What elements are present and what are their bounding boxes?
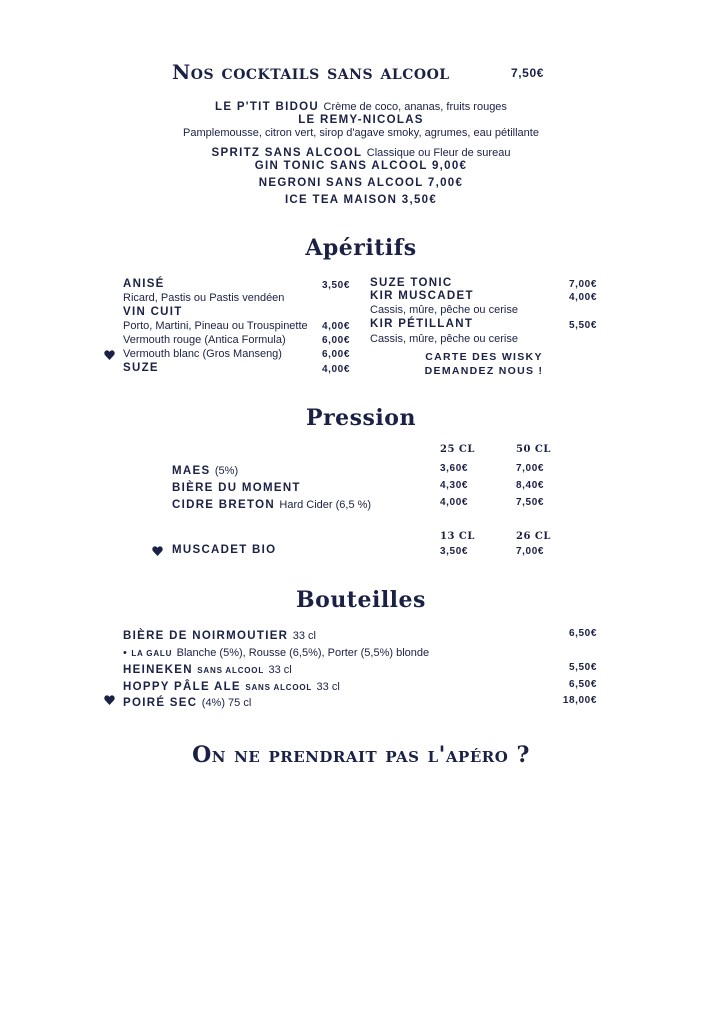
aperitif-desc: Cassis, mûre, pêche ou cerise bbox=[370, 304, 518, 316]
cocktail-name: GIN TONIC SANS ALCOOL 9,00€ bbox=[254, 160, 468, 172]
bottle-row bbox=[123, 693, 251, 711]
aperitif-price: 4,00€ bbox=[568, 292, 597, 303]
heart-icon bbox=[152, 546, 163, 556]
aperitif-name: VIN CUIT bbox=[123, 306, 183, 318]
aperitif-desc: Cassis, mûre, pêche ou cerise bbox=[370, 333, 518, 345]
pression-name: MAES bbox=[172, 465, 211, 477]
bottle-row bbox=[123, 660, 292, 678]
aperitif-price: 4,00€ bbox=[321, 364, 350, 375]
pression-row bbox=[172, 495, 371, 513]
bottle-sub-row bbox=[123, 643, 429, 661]
pression-price-1: 3,60€ bbox=[440, 463, 469, 474]
wisky-note-line1: CARTE DES WISKY bbox=[425, 351, 543, 363]
aperitifs-title: Apéritifs bbox=[305, 235, 417, 261]
cocktail-name: SPRITZ SANS ALCOOL bbox=[211, 147, 363, 159]
aperitif-price: 5,50€ bbox=[568, 320, 597, 331]
bottle-name: HEINEKEN bbox=[123, 664, 193, 676]
aperitif-desc: Vermouth blanc (Gros Manseng) bbox=[123, 348, 282, 360]
pression-price-1: 4,00€ bbox=[440, 497, 469, 508]
cocktail-item bbox=[0, 97, 722, 115]
heart-icon bbox=[104, 350, 115, 360]
pression-name: CIDRE BRETON bbox=[172, 499, 275, 511]
aperitif-desc: Vermouth rouge (Antica Formula) bbox=[123, 334, 286, 346]
bottle-desc: Blanche (5%), Rousse (6,5%), Porter (5,5%) blonde bbox=[176, 647, 430, 659]
pression-extra: (5%) bbox=[214, 465, 239, 477]
pression-col-13cl: 13 CL bbox=[440, 531, 475, 542]
pression-title: Pression bbox=[306, 405, 416, 431]
cocktail-desc: Classique ou Fleur de sureau bbox=[366, 147, 511, 159]
cocktails-title: Nos cocktails sans alcool bbox=[172, 60, 450, 84]
cocktail-desc: Crème de coco, ananas, fruits rouges bbox=[323, 101, 507, 113]
pression-col-26cl: 26 CL bbox=[516, 531, 551, 542]
pression-name: BIÈRE DU MOMENT bbox=[172, 482, 301, 494]
bottle-price: 18,00€ bbox=[562, 695, 597, 706]
heart-icon bbox=[104, 695, 115, 705]
bottle-name: HOPPY PÂLE ALE bbox=[123, 681, 241, 693]
aperitif-price: 6,00€ bbox=[321, 335, 350, 346]
aperitif-desc: Ricard, Pastis ou Pastis vendéen bbox=[123, 292, 285, 304]
aperitif-price: 6,00€ bbox=[321, 349, 350, 360]
bottle-name: BIÈRE DE NOIRMOUTIER bbox=[123, 630, 289, 642]
bottle-extra: 33 cl bbox=[292, 630, 316, 642]
cocktail-name: ICE TEA MAISON 3,50€ bbox=[284, 194, 438, 206]
pression-price-1: 4,30€ bbox=[440, 480, 469, 491]
aperitif-name: SUZE TONIC bbox=[370, 277, 453, 289]
cocktail-desc: Pamplemousse, citron vert, sirop d'agave smoky, agrumes, eau pétillante bbox=[183, 127, 539, 139]
bottle-price: 6,50€ bbox=[568, 628, 597, 639]
aperitif-desc: Porto, Martini, Pineau ou Trouspinette bbox=[123, 320, 308, 332]
aperitif-name: KIR MUSCADET bbox=[370, 290, 474, 302]
bottle-price: 6,50€ bbox=[568, 679, 597, 690]
bullet-icon: • bbox=[123, 647, 127, 659]
pression-col-25cl: 25 CL bbox=[440, 444, 475, 455]
bottle-tag: SANS ALCOOL bbox=[197, 666, 265, 675]
cocktail-item bbox=[0, 143, 722, 161]
muscadet-price-2: 7,00€ bbox=[516, 546, 545, 557]
pression-row bbox=[172, 478, 301, 496]
cocktail-name: NEGRONI SANS ALCOOL 7,00€ bbox=[258, 177, 464, 189]
pression-price-2: 7,00€ bbox=[516, 463, 545, 474]
aperitif-name: KIR PÉTILLANT bbox=[370, 318, 474, 330]
pression-row bbox=[172, 461, 238, 479]
muscadet-name: MUSCADET BIO bbox=[172, 544, 277, 556]
cocktail-name: LE REMY-NICOLAS bbox=[298, 114, 424, 126]
aperitif-price: 3,50€ bbox=[321, 280, 350, 291]
aperitif-price: 4,00€ bbox=[321, 321, 350, 332]
footer-tagline: On ne prendrait pas l'apéro ? bbox=[192, 742, 530, 768]
pression-price-2: 7,50€ bbox=[516, 497, 545, 508]
muscadet-price-1: 3,50€ bbox=[440, 546, 469, 557]
cocktails-price: 7,50€ bbox=[510, 66, 544, 80]
bottle-price: 5,50€ bbox=[568, 662, 597, 673]
pression-col-50cl: 50 CL bbox=[516, 444, 551, 455]
bottle-name: POIRÉ SEC bbox=[123, 697, 198, 709]
bottle-extra: 33 cl bbox=[316, 681, 340, 693]
bottle-tag: SANS ALCOOL bbox=[245, 683, 313, 692]
bottle-row bbox=[123, 626, 316, 644]
aperitif-price: 7,00€ bbox=[568, 279, 597, 290]
pression-price-2: 8,40€ bbox=[516, 480, 545, 491]
bottle-brand: LA GALU bbox=[131, 649, 173, 658]
bouteilles-title: Bouteilles bbox=[296, 587, 426, 613]
pression-extra: Hard Cider (6,5 %) bbox=[279, 499, 372, 511]
aperitif-name: SUZE bbox=[123, 362, 159, 374]
cocktail-name: LE P'TIT BIDOU bbox=[215, 101, 320, 113]
aperitif-name: ANISÉ bbox=[123, 278, 165, 290]
bottle-extra: (4%) 75 cl bbox=[201, 697, 252, 709]
wisky-note-line2: DEMANDEZ NOUS ! bbox=[424, 365, 544, 377]
bottle-extra: 33 cl bbox=[268, 664, 292, 676]
